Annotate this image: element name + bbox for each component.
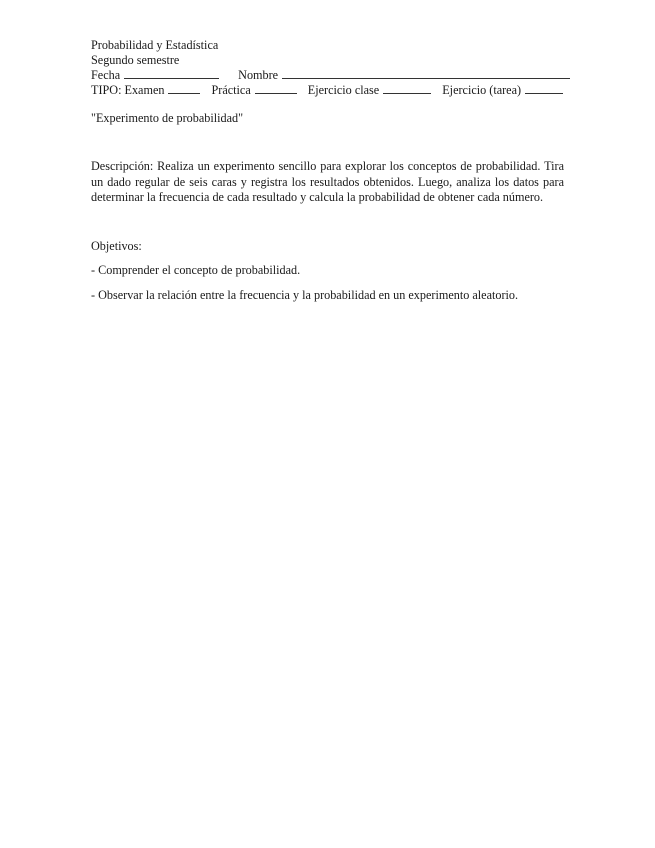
tipo-examen-field[interactable] (168, 83, 200, 94)
tipo-ejercicio-clase-label: Ejercicio clase (307, 83, 380, 97)
tipo-label: TIPO: (91, 83, 122, 97)
tipo-row (91, 83, 564, 98)
objective-item: - Comprender el concepto de probabilidad. (91, 263, 301, 277)
tipo-practica-field[interactable] (255, 83, 297, 94)
fecha-field[interactable] (124, 68, 219, 79)
tipo-ejercicio-clase-field[interactable] (383, 83, 431, 94)
objectives-heading: Objetivos: (91, 238, 142, 253)
fecha-nombre-row (91, 68, 564, 83)
objective-item: - Observar la relación entre la frecuencia y la probabilidad en un experimento aleatorio. (91, 287, 519, 302)
tipo-practica-label: Práctica (211, 83, 251, 97)
semester: Segundo semestre (91, 53, 180, 67)
tipo-examen-label: Examen (124, 83, 165, 97)
document-page (91, 38, 564, 303)
fecha-label: Fecha (91, 68, 121, 82)
nombre-field[interactable] (282, 68, 570, 79)
document-title: "Experimento de probabilidad" (91, 111, 244, 125)
nombre-label: Nombre (238, 68, 279, 82)
tipo-ejercicio-tarea-field[interactable] (525, 83, 563, 94)
tipo-ejercicio-tarea-label: Ejercicio (tarea) (442, 83, 522, 97)
description-paragraph: Descripción: Realiza un experimento sencillo para explorar los conceptos de probabilidad. Tira un dado regular de seis caras y registra los resultados obtenidos. Luego, analiza los datos para determinar la frecuencia de cada resultado y calcula la probabilidad de obtener cada número. (91, 159, 564, 204)
course-name: Probabilidad y Estadística (91, 38, 219, 52)
